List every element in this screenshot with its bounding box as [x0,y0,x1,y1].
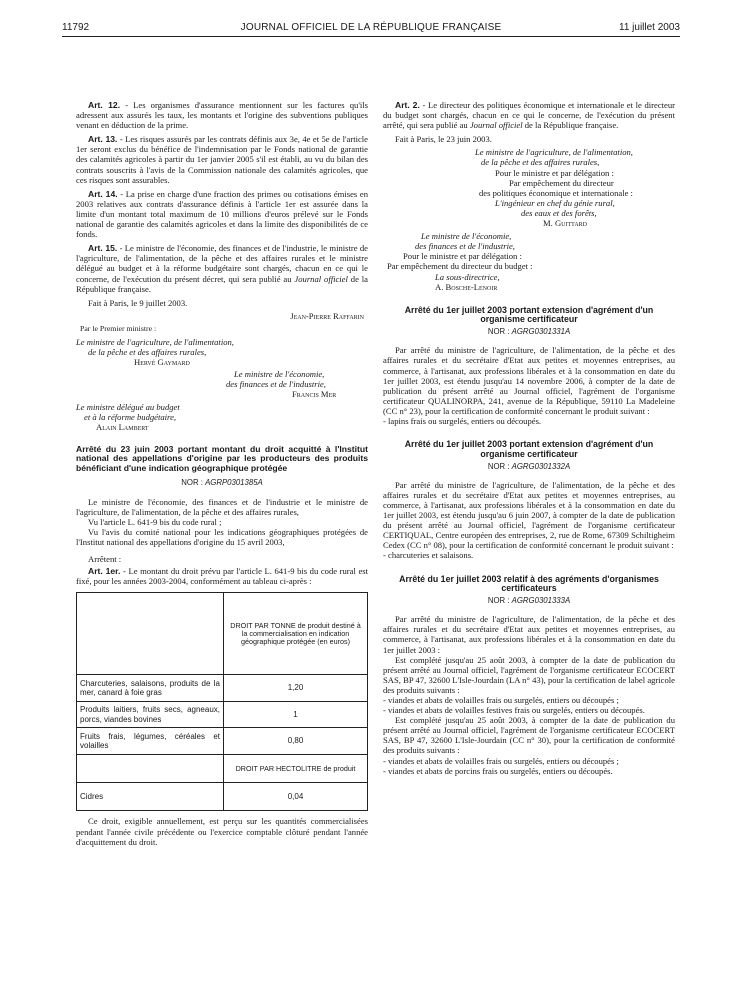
arrete-23-juin-nor: NOR : AGRP0301385A [181,477,263,487]
table-row-value: 1 [224,702,368,728]
right-column [383,100,675,776]
minister-economy-name: Francis Mer [292,389,337,400]
minister-agriculture-title-1: Le ministre de l'agriculture, de l'alimentation, [76,336,234,347]
signatory-guittard: M. Guittard [543,218,587,229]
table-row-value: 1,20 [224,675,368,702]
arrete-23-juin-intro: Le ministre de l'économie, des finances et de l'industrie et le ministre de l'agriculture, de l'alimentation, de la pêche et des affaires rurales, [76,496,368,517]
arrete-extension-1-text: Par arrêté du ministre de l'agriculture, de l'alimentation, de la pêche et des affaires rurales et du secrétaire d'Etat aux petites et moyennes entreprises, au commerce, à l'artisanat, aux professions libérales et à la consommation en date du 1er juillet 2003, est étendu jusqu'au 14 novembre 2006, à compter de la date de publication du présent arrêté au Journal officiel, l'agrément de l'organisme certificateur QUALINORPA, 241, avenue de la République, 59110 La Madeleine (CC n° 23), pour la certification de conformité concernant le produit suivant : [383,345,675,416]
arrete-extension-2-text: Par arrêté du ministre de l'agriculture, de l'alimentation, de la pêche et des affaires rurales et du secrétaire d'Etat aux petites et moyennes entreprises, au commerce, à l'artisanat, aux professions libérales et à la consommation en date du 1er juillet 2003, est étendu jusqu'au 6 juin 2007, à compter de la date de publication du présent arrêté au Journal officiel, l'agrément de l'organisme certificateur CERTIQUAL, Centre européen des entreprises, 2, rue de Rome, 67309 Schiltigheim Cedex (CC n° 08), pour la certification de conformité concernant le produit suivant : [383,479,675,551]
table-row-label: Cidres [77,783,224,811]
minister-economy-title-2: des finances et de l'industrie, [226,379,326,390]
arrete-agrements-text: Par arrêté du ministre de l'agriculture, de l'alimentation, de la pêche et des affaires rurales et du secrétaire d'Etat aux petites et moyennes entreprises, au commerce, à l'artisanat, aux professions libérales et à la consommation en date du 1er juillet 2003 : [383,614,675,655]
table-row [77,675,368,702]
arrete-23-juin-title: Arrêté du 23 juin 2003 portant montant du droit acquitté à l'Institut national des appellations d'origine par les producteurs des produits bénéficiant d'une indication géographique protégée [76,443,368,473]
after-table-text: Ce droit, exigible annuellement, est perçu sur les quantités commercialisées pendant l'année civile précédente ou l'exercice comptable clôturé pendant l'année d'acquittement du droit. [76,816,368,847]
sig-line-3: Pour le ministre et par délégation : [495,167,614,178]
article-14: Art. 14. - La prise en charge d'une fraction des primes ou cotisations émises en 2003 relatives aux contrats d'assurance définis à l'article 1er est assurée dans la limite d'un montant total maximum de 10 millions d'euros prélevé sur le Fonds national de garantie des calamités agricoles et dans la limite des disponibilités de ce fonds. [76,188,368,240]
vu-article: Vu l'article L. 641-9 bis du code rural ; [88,516,222,527]
arrete-extension-1-title: Arrêté du 1er juillet 2003 portant extension d'agrément d'un organisme certificateur [404,304,654,325]
table-row [77,783,368,811]
table-row-label: Produits laitiers, fruits secs, agneaux, porcs, viandes bovines [77,702,224,728]
article-1: Art. 1er. - Le montant du droit prévu par l'article L. 641-9 bis du code rural est fixé, pour les années 2003-2004, conformément au tableau ci-après : [76,566,368,587]
arrete-agrements-nor: NOR : AGRG0301333A [487,596,571,606]
sig-line-7: des eaux et des forêts, [521,207,597,218]
table-blank-header [77,593,224,675]
prime-minister-name: Jean-Pierre Raffarin [290,310,364,321]
by-prime-minister: Par le Premier ministre : [80,323,157,333]
minister-agriculture-name: Hervé Gaymard [134,357,190,368]
signatory-bosche-lenoir: A. Bosche-Lenoir [435,281,498,292]
list-item: - viandes et abats de volailles festives frais ou surgelés, entiers ou découpés. [383,705,645,716]
tariff-table [76,592,368,811]
article-2: Art. 2. - Le directeur des politiques économique et internationale et le directeur du budget sont chargés, chacun en ce qui le concerne, de l'exécution du présent arrêté, qui sera publié au Journal officiel de la République française. [383,100,675,131]
left-column [76,100,368,847]
table-row-value: 0,80 [224,728,368,755]
arrete-agrements-p3: Est complété jusqu'au 25 août 2003, à compter de la date de publication du présent arrêté au Journal officiel, l'agrément de l'organisme certificateur ECOCERT SAS, BP 47, 32600 L'Isle-Jourdain (CC n° 30), pour la certification de conformité des produits suivants : [383,715,675,756]
sig-line-12: La sous-directrice, [435,271,500,282]
table-header-tonne: DROIT PAR TONNE de produit destiné à la commercialisation en indication géographique protégée (en euros) [224,593,368,675]
table-row-label: Charcuteries, salaisons, produits de la mer, canard à foie gras [77,675,224,702]
minister-budget-title-1: Le ministre délégué au budget [76,401,180,412]
arrete-extension-2-item: - charcuteries et salaisons. [383,550,474,561]
sig-line-6: L'ingénieur en chef du génie rural, [495,197,615,208]
arrete-extension-2-nor: NOR : AGRG0301332A [487,461,571,471]
arrete-extension-1-nor: NOR : AGRG0301331A [487,327,571,337]
minister-budget-name: Alain Lambert [96,421,149,432]
arrete-extension-2-title: Arrêté du 1er juillet 2003 portant extension d'agrément d'un organisme certificateur [404,439,654,459]
signature-date-2: Fait à Paris, le 23 juin 2003. [395,134,492,145]
sig-line-9: des finances et de l'industrie, [415,241,515,252]
list-item: - viandes et abats de volailles frais ou surgelés, entiers ou découpés ; [383,755,619,766]
page-header [62,22,680,38]
sig-line-11: Par empêchement du directeur du budget : [387,261,533,272]
list-item: - viandes et abats de volailles frais ou surgelés, entiers ou découpés ; [383,695,619,705]
table-row [77,728,368,755]
arrete-agrements-p2: Est complété jusqu'au 25 août 2003, à compter de la date de publication du présent arrêté au Journal officiel, l'agrément de l'organisme certificateur ECOCERT SAS, BP 47, 32600 L'Isle-Jourdain (LA n° 43), pour la certification de label agricole des produits suivants : [383,654,675,695]
page-number: 11792 [62,22,90,33]
arretent: Arrêtent : [88,554,122,565]
sig-line-4: Par empêchement du directeur [509,177,614,188]
sig-line-10: Pour le ministre et par délégation : [403,251,522,262]
header-rule [62,36,680,37]
sig-line-8: Le ministre de l'économie, [421,231,512,242]
table-row-label: Fruits frais, légumes, céréales et volailles [77,728,224,755]
sig-line-2: de la pêche et des affaires rurales, [481,157,600,168]
table-row-value: 0,04 [224,783,368,811]
table-row [77,702,368,728]
article-15: Art. 15. - Le ministre de l'économie, des finances et de l'industrie, le ministre de l'agriculture, de l'alimentation, de la pêche et des affaires rurales et le ministre délégué au budget et à la réforme budgétaire sont chargés, chacun en ce qui le concerne, de l'exécution du présent décret, qui sera publié au Journal officiel de la République française. [76,243,368,294]
article-13: Art. 13. - Les risques assurés par les contrats définis aux 3e, 4e et 5e de l'article 1er seront exclus du bénéfice de l'indemnisation par le Fonds national de garantie des calamités agricoles à partir du 1er janvier 2005 s'il est établi, au vu du bilan des contrats souscrits à l'avis de la Commission nationale des calamités agricoles, que ces risques sont assurables. [76,134,368,185]
sig-line-1: Le ministre de l'agriculture, de l'alimentation, [475,147,633,158]
list-item: - viandes et abats de porcins frais ou surgelés, entiers ou découpés. [383,765,613,776]
journal-title: JOURNAL OFFICIEL DE LA RÉPUBLIQUE FRANÇAISE [240,22,502,33]
article-12: Art. 12. - Les organismes d'assurance mentionnent sur les factures qu'ils adressent aux assurés les taux, les montants et l'origine des subventions publiques venant en déduction de la prime. [76,100,368,131]
vu-avis: Vu l'avis du comité national pour les indications géographiques protégées de l'Institut national des appellations d'origine du 15 avril 2003, [76,526,368,548]
sig-line-5: des politiques économique et internationale : [479,187,633,198]
minister-economy-title-1: Le ministre de l'économie, [234,369,325,380]
table-header-hectolitre: DROIT PAR HECTOLITRE de produit [224,755,368,783]
arrete-extension-1-item: - lapins frais ou surgelés, entiers ou découpés. [383,416,542,427]
table-blank-header-2 [77,755,224,783]
minister-agriculture-title-2: de la pêche et des affaires rurales, [88,347,207,358]
arrete-agrements-title: Arrêté du 1er juillet 2003 relatif à des agréments d'organismes certificateurs [399,573,659,594]
signature-date: Fait à Paris, le 9 juillet 2003. [88,297,188,308]
issue-date: 11 juillet 2003 [619,22,680,33]
minister-budget-title-2: et à la réforme budgétaire, [84,411,177,422]
